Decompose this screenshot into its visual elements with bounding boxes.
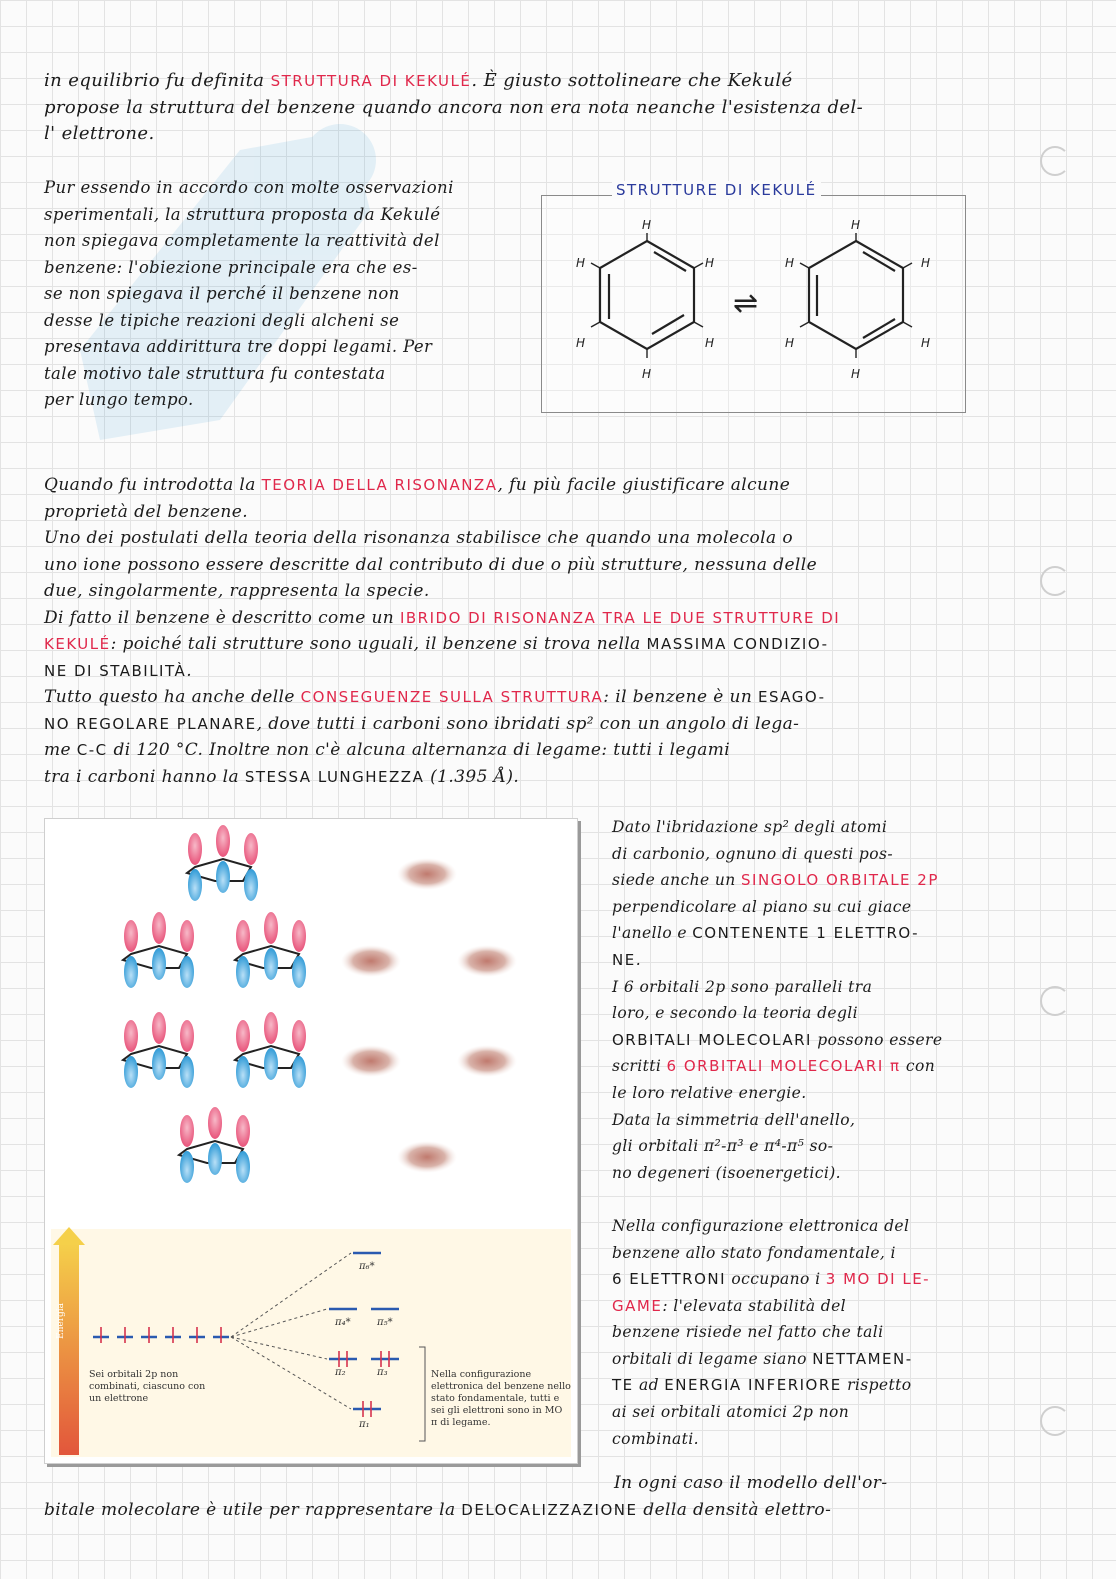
caps-term: NETTAMEN- [812,1349,913,1368]
hybrid-term: IBRIDO DI RISONANZA TRA LE DUE STRUTTURE DI [399,608,841,627]
resonance-l7b: : poiché tali strutture sono uguali, il benzene si trova nella [110,634,647,654]
orbitals-line [612,920,1012,947]
kekule-structure-term: STRUTTURA DI KEKULÉ [270,72,472,90]
resonance-l5: due, singolarmente, rappresenta la specie. [44,581,430,601]
text-run: loro, e secondo la teoria degli [612,1004,859,1023]
orbitals-line [612,1319,1012,1346]
resonance-l4: uno ione possono essere descritte dal contributo di due o più strutture, nessuna delle [44,554,818,575]
highlight-term: 6 ORBITALI MOLECOLARI π [666,1057,901,1076]
orbitals-line [612,867,1012,894]
same-length-term: STESSA LUNGHEZZA [244,767,425,786]
resonance-l1a: Quando fu introdotta la [44,475,262,495]
pi2-label: π₂ [335,1367,346,1378]
hexagon-term-cont: NO REGOLARE PLANARE [44,714,257,733]
text-run: occupano i [726,1270,826,1289]
h-atom-label: H [921,336,931,350]
objection-line: desse le tipiche reazioni degli alcheni se [44,310,400,330]
highlight-term: 3 MO DI LE- [825,1270,931,1289]
text-run: di carbonio, ognuno di questi pos- [612,844,893,863]
hybrid-term-cont: KEKULÉ [44,635,111,653]
pi3-label: π₃ [377,1367,388,1378]
h-atom-label: H [576,336,586,350]
caps-term: TE [612,1376,634,1395]
resonance-l12a: tra i carboni hanno la [44,766,245,787]
objection-line: Pur essendo in accordo con molte osservazioni [44,178,454,197]
consequences-term: CONSEGUENZE SULLA STRUTTURA [300,688,604,706]
objection-paragraph [44,175,514,414]
max-stability-term: MASSIMA CONDIZIO- [646,635,829,653]
h-atom-label: H [785,256,795,270]
resonance-l8b: . [186,660,193,681]
benzene-ring-left [600,241,694,349]
orbitals-line [612,1213,1012,1240]
resonance-l6a: Di fatto il benzene è descritto come un [44,607,400,628]
caps-term: 6 ELETTRONI [612,1270,727,1289]
orbitals-line [612,814,1012,841]
cc-bond-term: C-C [76,741,108,759]
orbitals-line [612,947,1012,974]
h-atom-label: H [851,218,861,232]
orbitals-line [612,1266,1012,1293]
energy-axis-label: Energia [56,1303,66,1339]
text-run: Data la simmetria dell'anello, [612,1110,856,1129]
highlight-term: GAME [612,1296,663,1315]
objection-line: presentava addirittura tre doppi legami. Per [44,337,433,356]
caps-term: NE [612,950,636,969]
orbitals-line [612,1346,1012,1373]
orbitals-line [612,1372,1012,1399]
resonance-l9b: : il benzene è un [603,687,758,707]
resonance-l11b: di 120 °C. Inoltre non c'è alcuna alternanza di legame: tutti i legami [107,740,731,760]
h-atom-label: H [642,367,652,381]
right-figure-caption: Nella configurazione elettronica del benzene nello stato fondamentale, tutti e sei gli elettroni sono in MO π di legame. [431,1369,571,1428]
orbitals-line [612,1133,1012,1160]
resonance-l11a: me [44,740,77,760]
text-run: : l'elevata stabilità del [662,1296,847,1315]
orbitals-line [612,1080,1012,1107]
h-atom-label: H [785,336,795,350]
orbitals-line [612,1293,1012,1320]
objection-line: per lungo tempo. [44,390,194,409]
pi1-label: π₁ [359,1419,370,1430]
intro-line-1b: . È giusto sottolineare che Kekulé [471,70,793,91]
caps-term: ENERGIA INFERIORE [664,1376,842,1395]
resonance-l10b: , dove tutti i carboni sono ibridati sp² con un angolo di lega- [256,713,800,734]
intro-line-2: propose la struttura del benzene quando ancora non era nota neanche l'esistenza del- [44,96,864,118]
orbitals-line [612,1107,1012,1134]
benzene-ring-right [809,241,903,349]
h-atom-label: H [705,336,715,350]
text-run: benzene risiede nel fatto che tali [612,1323,884,1342]
orbitals-line [612,1399,1012,1426]
h-atom-label: H [851,367,861,381]
text-run: Dato l'ibridazione sp² degli atomi [612,818,888,836]
objection-line: non spiegava completamente la reattività del [44,231,440,250]
equilibrium-arrow: ⇌ [733,286,759,321]
h-atom-label: H [921,256,931,270]
text-run: scritti [612,1057,667,1076]
h-atom-label: H [576,256,586,270]
orbitals-line [612,1027,1012,1054]
h-atom-label: H [642,218,652,232]
binder-hole [1040,146,1070,176]
orbitals-line [612,1053,1012,1080]
caps-term: ORBITALI MOLECOLARI [612,1030,812,1049]
h-atom-label: H [705,256,715,270]
text-run: combinati. [612,1429,699,1448]
text-run: perpendicolare al piano su cui giace [612,897,912,916]
intro-line-3: l' elettrone. [44,123,155,144]
delocalization-term: DELOCALIZZAZIONE [461,1500,638,1519]
resonance-l1b: , fu più facile giustificare alcune [497,475,791,495]
resonance-theory-term: TEORIA DELLA RISONANZA [261,476,498,494]
objection-line: se non spiegava il perché il benzene non [44,284,400,303]
text-run: l'anello e [612,924,693,943]
text-run: orbitali di legame siano [612,1349,813,1368]
left-figure-caption: Sei orbitali 2p non combinati, ciascuno con un elettrone [89,1369,206,1404]
caps-term: CONTENENTE 1 ELETTRO- [692,924,920,943]
text-run: gli orbitali π²-π³ e π⁴-π⁵ so- [612,1137,834,1156]
orbitals-line [612,1426,1012,1453]
molecular-orbitals-figure [44,818,578,1464]
bottom-l2a: bitale molecolare è utile per rappresentare la [44,1499,462,1520]
binder-hole [1040,986,1070,1016]
binder-hole [1040,1406,1070,1436]
text-run: rispetto [841,1376,912,1395]
text-run: ad [633,1376,665,1395]
text-run: Nella configurazione elettronica del [612,1216,910,1235]
pi5-label: π₅* [377,1317,393,1328]
resonance-l3: Uno dei postulati della teoria della risonanza stabilisce che quando una molecola o [44,528,793,548]
text-run: benzene allo stato fondamentale, i [612,1243,896,1262]
intro-line-1a: in equilibrio fu definita [44,70,271,91]
text-run: no degeneri (isoenergetici). [612,1163,842,1182]
text-run: possono essere [811,1030,943,1049]
hexagon-term: ESAGO- [758,688,826,706]
resonance-paragraph [44,472,1004,790]
text-run: le loro relative energie. [612,1083,807,1102]
text-run: ai sei orbitali atomici 2p non [612,1403,850,1422]
binder-hole [1040,566,1070,596]
orbitals-paragraph [612,814,1012,1452]
orbitals-line [612,1000,1012,1027]
max-stability-term-cont: NE DI STABILITÀ [44,661,187,680]
pi4-label: π₄* [335,1317,351,1328]
orbitals-line [612,1186,1012,1213]
highlight-term: SINGOLO ORBITALE 2P [741,871,939,890]
orbitals-line [612,1160,1012,1187]
orbitals-line [612,894,1012,921]
objection-line: benzene: l'obiezione principale era che es- [44,257,418,277]
orbitals-line [612,974,1012,1001]
text-run: siede anche un [612,871,741,890]
resonance-l2: proprietà del benzene. [44,501,249,522]
resonance-l12b: (1.395 Å). [424,766,520,787]
pi6-label: π₆* [359,1261,375,1272]
text-run: I 6 orbitali 2p sono paralleli tra [612,977,873,996]
kekule-figure-title: STRUTTURE DI KEKULÉ [612,181,821,199]
kekule-structures-diagram [541,195,964,411]
bottom-l2b: della densità elettro- [637,1499,832,1520]
text-run: con [900,1057,936,1076]
objection-line: sperimentali, la struttura proposta da Kekulé [44,204,441,224]
intro-paragraph [44,68,1004,148]
text-run: . [635,950,642,969]
orbitals-line [612,1240,1012,1267]
orbitals-line [612,841,1012,868]
bottom-paragraph [44,1470,1004,1523]
resonance-l9a: Tutto questo ha anche delle [44,687,301,707]
objection-line: tale motivo tale struttura fu contestata [44,363,386,383]
bottom-l1: In ogni caso il modello dell'or- [614,1473,888,1493]
